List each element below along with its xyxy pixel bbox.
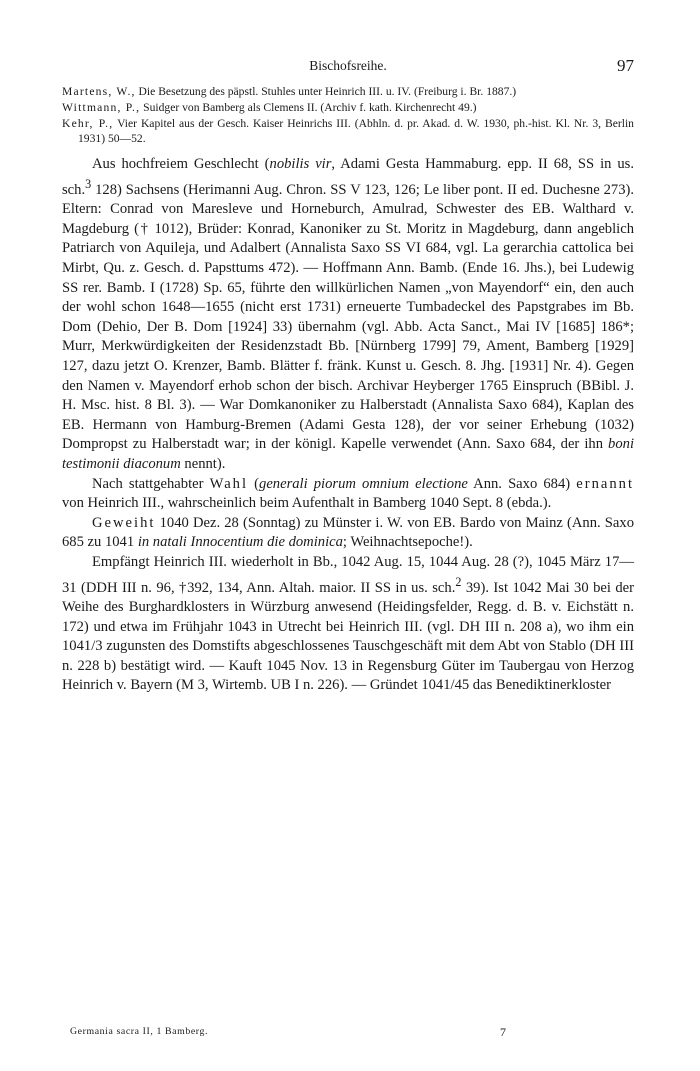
page-number: 97 <box>617 56 634 75</box>
text-run: Empfängt Heinrich III. wiederholt in Bb., 1042 Aug. 15, 1044 Aug. 28 (?), 1045 März 17—31 (DDH III n. 96, †392, 134, Ann. Altah. maior. II SS in us. sch. <box>62 553 634 596</box>
text-run: 128) Sachsens (Herimanni Aug. Chron. SS V 123, 126; Le liber pont. II ed. Duchesne 273). Eltern: Conrad von Maresleve und Horneburch, Amulrad, Schwester des EB. Walthard v. Magdeburg († 1012), Brüder: Konrad, Kanoniker zu St. Moritz in Magdeburg, dann angeblich Patriarch von Aquileja, und Adalbert (Annalista Saxo SS VI 684, vgl. La gerarchia cattolica bei Mirbt, Qu. z. Gesch. d. Papsttums 472). — Hoffmann Ann. Bamb. (Ende 16. Jhs.), bei Ludewig SS rer. Bamb. I (1728) Sp. 65, führte den willkürlichen Namen „von Mayendorf“ ein, den auch der wohl schon 1648—1655 (nicht erst 1731) erneuerte Tumbadeckel des Papstgrabes im Bb. Dom (Dehio, Der B. Dom [1924] 33) übernahm (vgl. Abb. Acta Sanct., Mai IV [1685] 186*; Murr, Merkwürdigkeiten der Residenzstadt Bb. [Nürnberg 1799] 79, Ament, Bamberg [1929] 127, dazu jetzt O. Krenzer, Bamb. Blätter f. fränk. Kunst u. Gesch. 8. Jhg. [1931] Nr. 4). Gegen den Namen v. Mayendorf erhob schon der bisch. Archivar Heyberger 1765 Einspruch (BBibl. J. H. Msc. hist. 8 Bl. 3). — War Domkanoniker zu Halberstadt (Annalista Saxo 684), Kaplan des EB. Hermann von Hamburg-Bremen (Adami Gesta 128), der vor seiner Erhebung (1032) Dompropst zu Halberstadt war; in der königl. Kapelle verwendet (Ann. Saxo 684, der ihn <box>62 181 634 453</box>
body-text <box>62 155 634 696</box>
italic-run: in natali Innocentium die dominica <box>137 534 343 551</box>
reference-list <box>62 84 634 147</box>
text-run: 39). Ist 1042 Mai 30 bei der Weihe des Burghardklosters in Würzburg anwesend (Heidingsfelder, Regg. d. B. v. Eichstätt n. 172) und etwa im Frühjahr 1043 in Utrecht bei Heinrich III. (vgl. DH III n. 208 a), wo ihm ein 1041/3 zugunsten des Domstifts abgeschlossenes Tauschgeschäft mit dem Abt von Stablo (DH III n. 228 b) bestätigt wird. — Kauft 1045 Nov. 13 in Regensburg Güter im Taubergau von Herzog Heinrich v. Bayern (M 3, Wirtemb. UB I n. 226). — Gründet 1041/45 das Benediktinerkloster <box>62 579 634 694</box>
reference-text: Suidger von Bamberg als Clemens II. (Archiv f. kath. Kirchenrecht 49.) <box>140 100 477 114</box>
spaced-keyword: Geweiht <box>92 514 156 531</box>
spaced-keyword: Wahl <box>209 475 249 492</box>
text-run: Nach stattgehabter <box>92 475 210 492</box>
text-run: von Heinrich III., wahrscheinlich beim Aufenthalt in Bamberg 1040 Sept. 8 (ebda.). <box>62 495 552 512</box>
text-run: ; Weihnachtsepoche!). <box>342 534 473 551</box>
reference-author: Kehr, P., <box>62 116 114 130</box>
text-run: , Adami Gesta Hammaburg. epp. II 68, SS in us. sch. <box>62 156 634 198</box>
reference-author: Martens, W., <box>62 85 136 98</box>
text-run: ( <box>248 475 260 492</box>
italic-run: boni testimonii diaconum <box>62 436 634 472</box>
italic-run: nobilis vir <box>269 156 332 173</box>
text-run: Aus hochfreiem Geschlecht ( <box>92 156 270 173</box>
spaced-keyword: ernannt <box>576 475 635 492</box>
footer-signature: Germania sacra II, 1 Bamberg. <box>70 1026 208 1037</box>
reference-text: Die Besetzung des päpstl. Stuhles unter Heinrich III. u. IV. (Freiburg i. Br. 1887.) <box>135 85 517 98</box>
text-run: 1040 Dez. 28 (Sonntag) zu Münster i. W. von EB. Bardo von Mainz (Ann. Saxo 685 zu 1041 <box>62 514 634 551</box>
page <box>62 58 634 696</box>
reference-text: Vier Kapitel aus der Gesch. Kaiser Heinrichs III. (Abhln. d. pr. Akad. d. W. 1930, ph.-hist. Kl. Nr. 3, Berlin 1931) 50—52. <box>78 116 634 146</box>
sheet-number: 7 <box>500 1025 507 1039</box>
superscript: 2 <box>455 574 462 589</box>
paragraph-election <box>62 475 634 514</box>
paragraph-origin <box>62 155 634 474</box>
running-title: Bischofsreihe. <box>309 58 387 73</box>
paragraph-consecration <box>62 514 634 553</box>
superscript: 3 <box>85 176 92 191</box>
reference-item <box>62 84 634 100</box>
text-run: nennt). <box>180 455 226 472</box>
reference-item <box>62 116 634 148</box>
paragraph-activities <box>62 553 634 696</box>
reference-author: Wittmann, P., <box>62 100 141 114</box>
italic-run: generali piorum omnium electione <box>259 475 468 492</box>
text-run: Ann. Saxo 684) <box>467 475 577 492</box>
reference-item <box>62 100 634 116</box>
page-header <box>62 58 634 80</box>
